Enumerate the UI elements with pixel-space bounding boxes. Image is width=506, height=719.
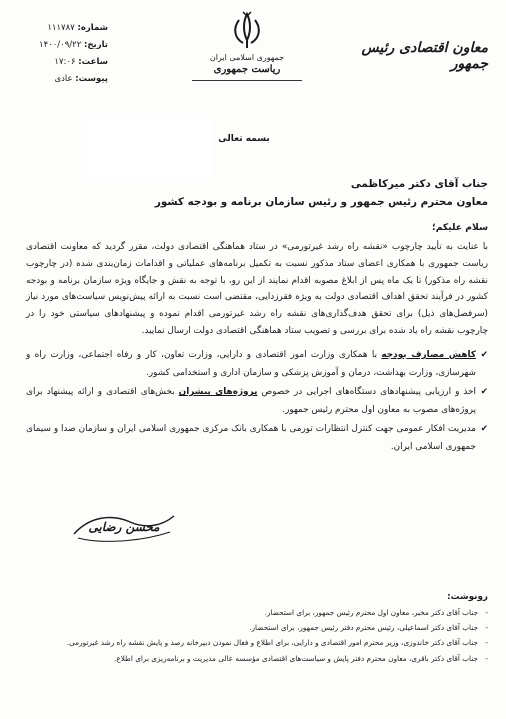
letter-time: ساعت: ۱۷:۰۶ <box>54 57 108 67</box>
cc-title: رونوشت: <box>447 592 488 602</box>
cc-list <box>18 605 488 666</box>
list-item: ✔ اخذ و ارزیابی پیشنهادهای دستگاه‌های اجرایی در خصوص پروژه‌های پیشران بخش‌های اقتصادی و ارائه پیشنهاد برای پروژه‌های مصوب به معاون اول محترم رئیس جمهور. <box>26 384 488 419</box>
letter-meta <box>0 20 108 88</box>
checkmark-icon: ✔ <box>480 424 488 434</box>
item-highlight: کاهش مصارف بودجه <box>381 350 476 360</box>
item-highlight: پروژه‌های پیشران <box>178 387 258 397</box>
list-item: - جناب آقای دکتر مخبر، معاون اول محترم رئیس جمهور، برای استحضار. <box>18 605 488 620</box>
letterhead-office <box>206 52 288 76</box>
national-emblem-icon <box>225 10 269 50</box>
letterhead-divider <box>192 80 302 81</box>
letter-body: با عنایت به تأیید چارچوب «نقشه راه رشد غیرتورمی» در ستاد هماهنگی اقتصادی دولت، مقرر گردید که معاونت اقتصادی ریاست جمهوری با همکاری اعضای ستاد مذکور نسبت به تکمیل برنامه‌های عملیاتی و اقدامات زمان‌بندی شده (در چارچوب نقشه راه مذکور) تا یک ماه پس از ابلاغ مصوبه اقدام نمایند از این رو، با توجه به نقش و جایگاه ویژه سازمان برنامه و بودجه کشور در فرآیند تحقق اهداف اقتصادی دولت به ویژه فقرزدایی، مقتضی است نسبت به ارائه پیش‌نویس سیاست‌های مورد نیاز (سرفصل‌های ذیل) برای تحقق هدف‌گذاری‌های نقشه راه رشد غیرتورمی اقدام نموده و پیشنهادهای سیاستی خود را در چارچوب نقشه راه یاد شده برای بررسی و تصویب ستاد هماهنگی اقتصادی دولت ارسال نمایید. <box>26 242 488 336</box>
letter-date: تاریخ: ۱۴۰۰/۰۹/۲۲ <box>39 40 108 50</box>
list-item: ✔ مدیریت افکار عمومی جهت کنترل انتظارات تورمی با همکاری بانک مرکزی جمهوری اسلامی ایران و سازمان صدا و سیمای جمهوری اسلامی ایران. <box>26 421 488 456</box>
sender-title: معاون اقتصادی رئیس جمهور <box>361 40 488 72</box>
letter-number: شماره: ۱۱۱۷۸۷ <box>47 23 108 33</box>
checkmark-icon: ✔ <box>480 350 488 360</box>
letterhead-country: جمهوری اسلامی ایران <box>209 53 285 62</box>
greeting: سلام علیکم؛ <box>432 222 488 233</box>
action-items <box>26 347 488 458</box>
list-item: - جناب آقای دکتر خاندوزی، وزیر محترم امور اقتصادی و دارایی، برای اطلاع و فعال نمودن دبیرخانه رصد و پایش نقشه راه رشد غیرتورمی. <box>18 635 488 650</box>
letterhead-presidency: ریاست جمهوری <box>213 64 281 75</box>
list-item: - جناب آقای دکتر اسماعیلی، رئیس محترم دفتر رئیس جمهور، برای استحضار. <box>18 620 488 635</box>
recipient-title: معاون محترم رئیس جمهور و رئیس سازمان برنامه و بودجه کشور <box>154 196 488 208</box>
letter-attachment: پیوست: عادی <box>54 74 108 84</box>
recipient-name: جناب آقای دکتر میرکاظمی <box>350 178 488 190</box>
signature-name: محسن رضایی <box>88 520 160 534</box>
list-item: - جناب آقای دکتر باقری، معاون محترم دفتر پایش و سیاست‌های اقتصادی مؤسسه عالی مدیریت و برنامه‌ریزی برای اطلاع. <box>18 651 488 666</box>
checkmark-icon: ✔ <box>480 387 488 397</box>
redacted-area <box>88 120 206 176</box>
list-item: ✔ کاهش مصارف بودجه با همکاری وزارت امور اقتصادی و دارایی، وزارت تعاون، کار و رفاه اجتماعی، وزارت راه و شهرسازی، وزارت بهداشت، درمان و آموزش پزشکی و سازمان اداری و استخدامی کشور. <box>26 347 488 382</box>
bismillah: بسمه تعالی <box>218 134 270 144</box>
